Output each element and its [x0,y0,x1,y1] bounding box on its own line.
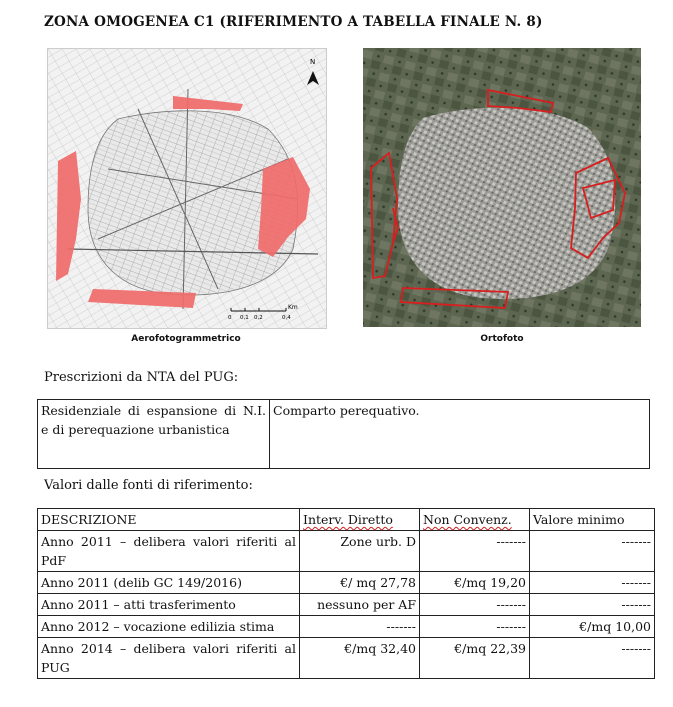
svg-text:0: 0 [228,315,232,321]
svg-text:0,1: 0,1 [240,315,249,321]
map-caption-aerofotogrammetrico: Aerofotogrammetrico [131,334,241,344]
table-row: Anno 2011 – atti trasferimento nessuno per AF ------- ------- [38,594,655,616]
north-label: N [310,58,316,66]
table-row: Anno 2011 (delib GC 149/2016) €/ mq 27,78 €/mq 19,20 ------- [38,572,655,594]
table-header-row [38,509,655,531]
ortofoto-map [363,48,641,327]
prescrizioni-table [37,399,650,469]
valori-label: Valori dalle fonti di riferimento: [44,478,253,493]
header-valore-minimo: Valore minimo [530,509,655,531]
aerofotogrammetrico-map [47,48,327,329]
prescrizioni-label: Prescrizioni da NTA del PUG: [44,370,239,385]
prescrizioni-zone-type: Residenziale di espansione di N.I. e di perequazione urbanistica [38,400,270,469]
page-title: ZONA OMOGENEA C1 (RIFERIMENTO A TABELLA FINALE N. 8) [44,14,543,30]
table-row: Anno 2014 – delibera valori riferiti al PUG €/mq 32,40 €/mq 22,39 ------- [38,638,655,679]
table-row: Anno 2012 – vocazione edilizia stima ------- ------- €/mq 10,00 [38,616,655,638]
table-row: Anno 2011 – delibera valori riferiti al PdF Zone urb. D ------- ------- [38,531,655,572]
valori-table [37,508,655,679]
map-caption-ortofoto: Ortofoto [480,334,524,344]
header-non-convenz: Non Convenz. [423,512,512,527]
svg-text:0,2: 0,2 [254,315,263,321]
header-interv-diretto: Interv. Diretto [303,512,393,527]
prescrizioni-comparto: Comparto perequativo. [270,400,650,469]
svg-text:0,4: 0,4 [282,315,291,321]
header-descrizione: DESCRIZIONE [38,509,300,531]
svg-text:Km: Km [288,304,298,311]
